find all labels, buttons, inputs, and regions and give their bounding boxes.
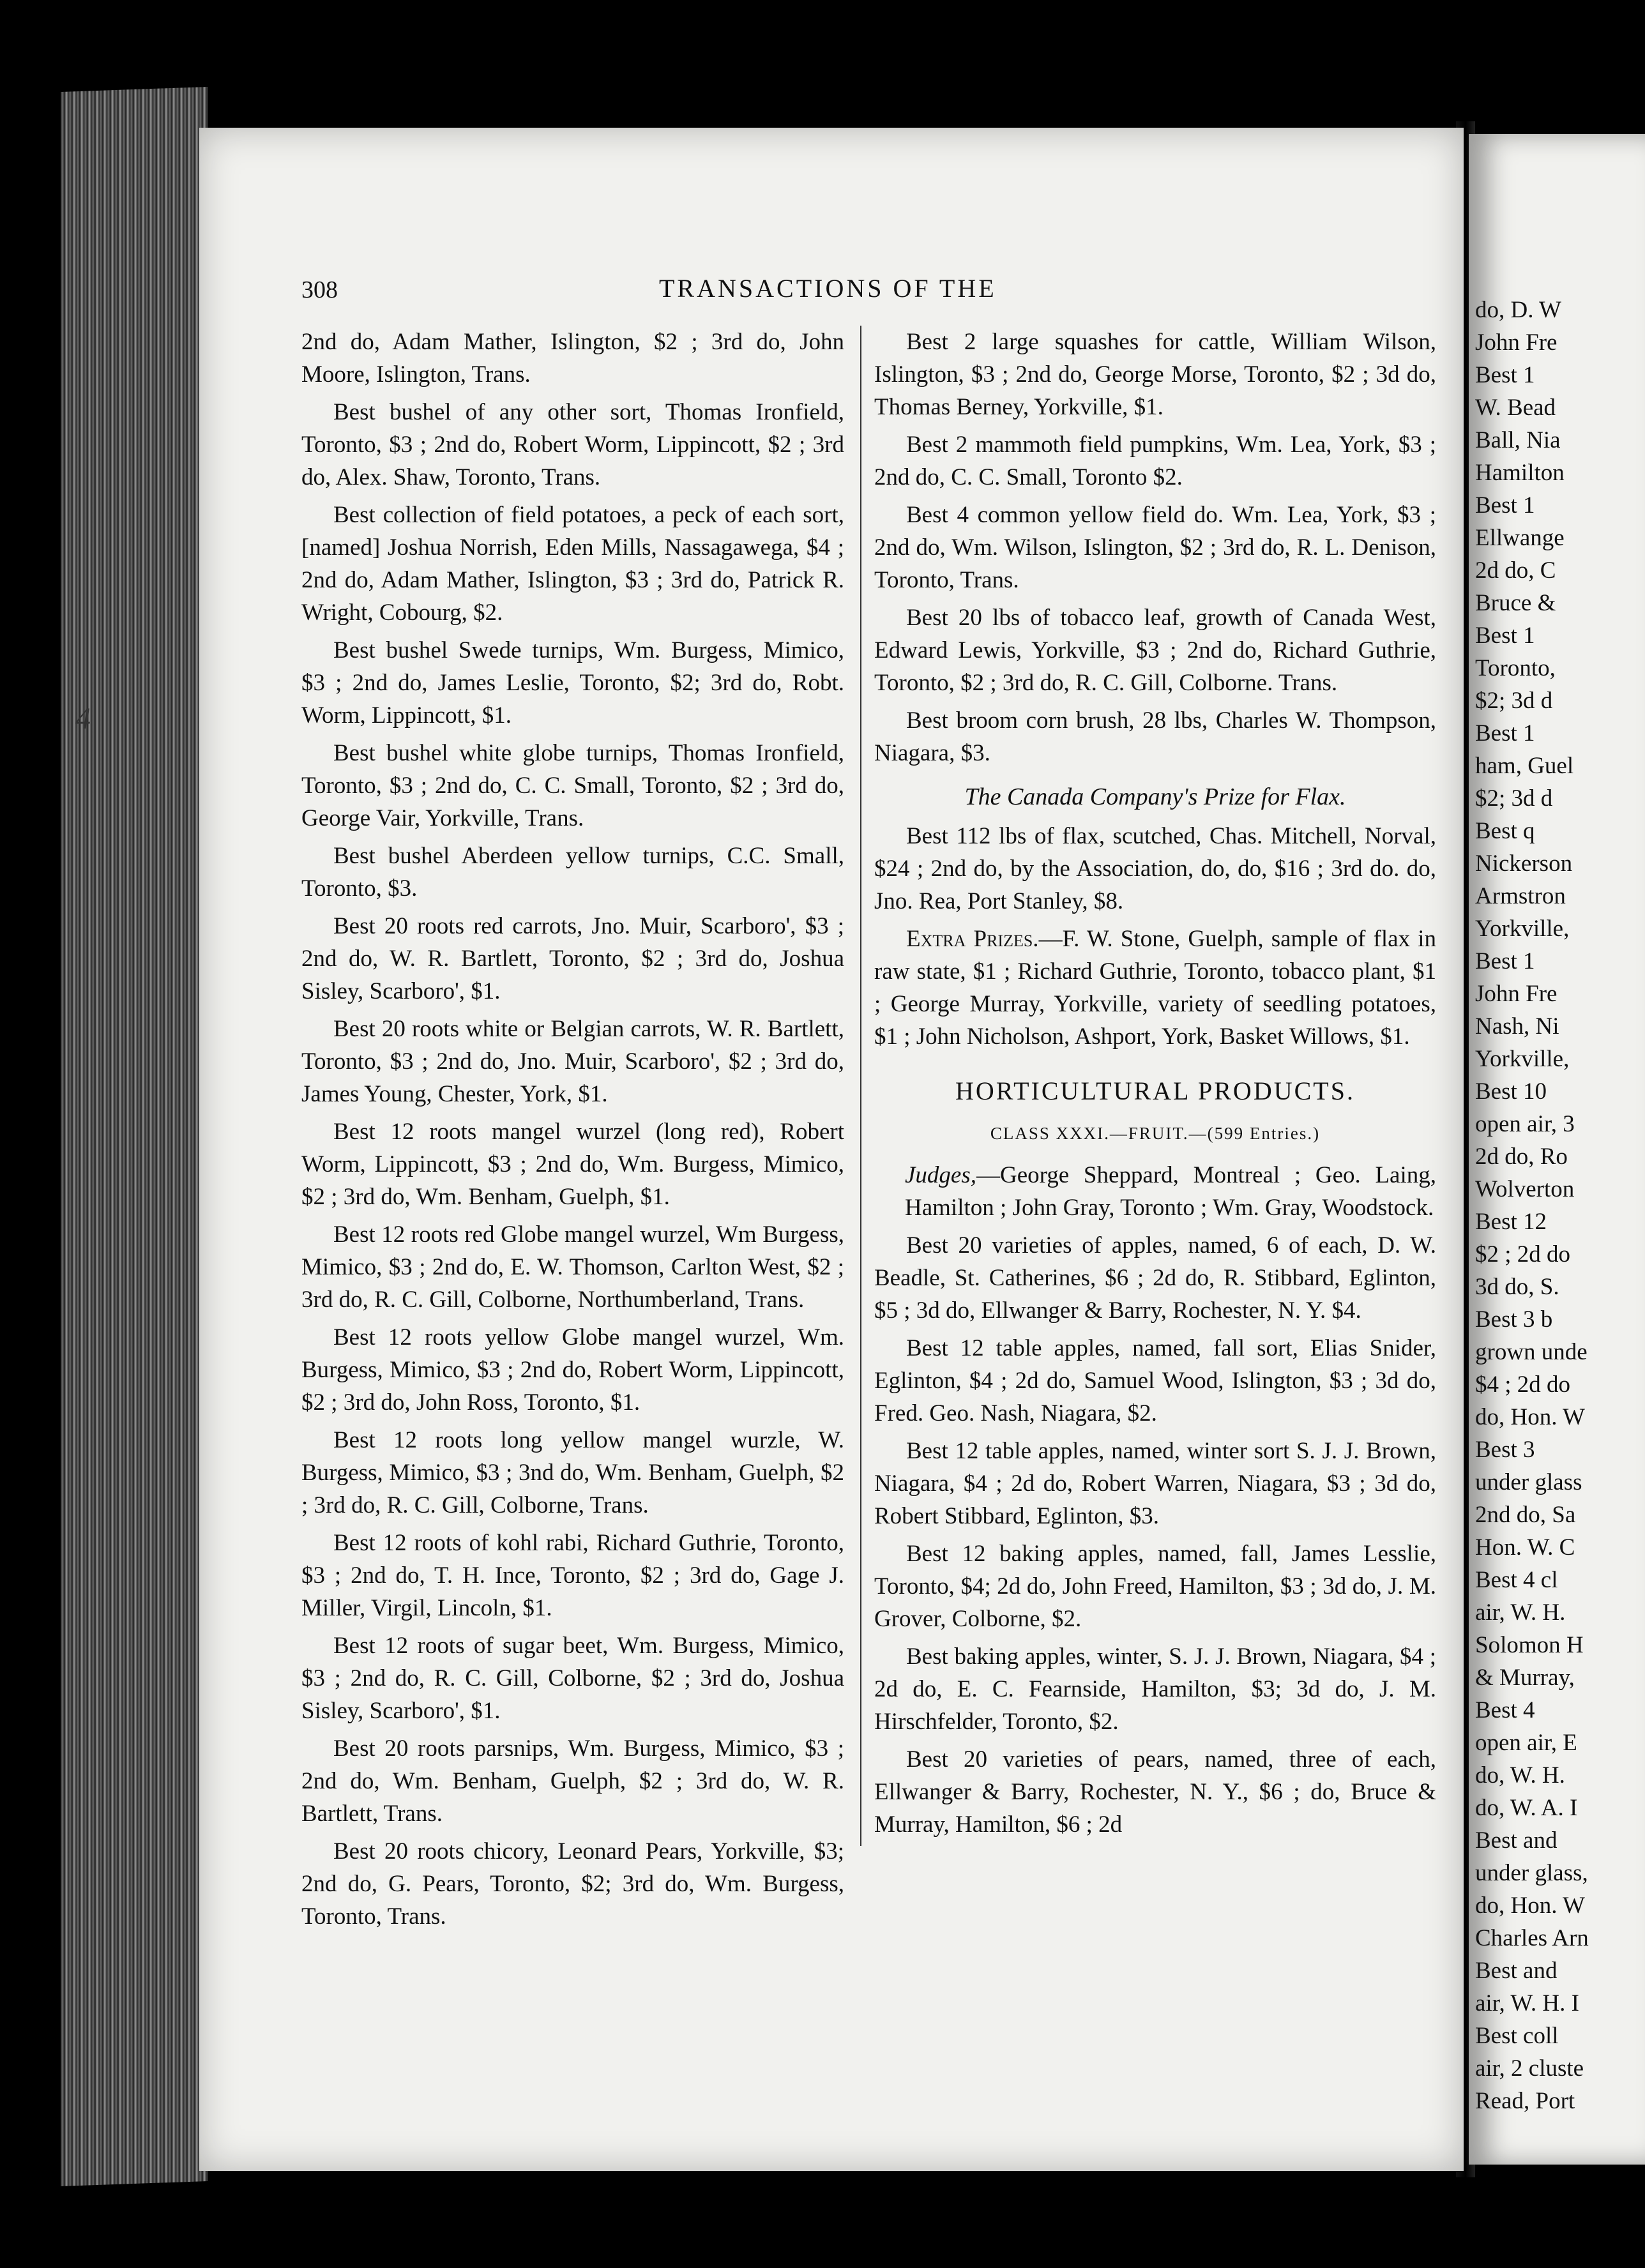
- extra-prizes-label: Extra Prizes.: [906, 926, 1039, 952]
- right-page-line: 3d do, S.: [1475, 1274, 1559, 1300]
- right-page-line: John Fre: [1475, 981, 1558, 1007]
- fruit-prize-entry: Best 12 table apples, named, winter sort S. J. J. Brown, Niagara, $4 ; 2d do, Robert Warren, Niagara, $3 ; 3d do, Robert Stibbard, Eglinton, $3.: [874, 1438, 1436, 1529]
- fruit-prize-entry: Best 12 table apples, named, fall sort, Elias Snider, Eglinton, $4 ; 2d do, Samuel Wood, Islington, $3 ; 3d do, Fred. Geo. Nash, Niagara, $2.: [874, 1335, 1436, 1426]
- judges-line: [874, 1159, 1436, 1224]
- prize-entry: 2nd do, Adam Mather, Islington, $2 ; 3rd do, John Moore, Islington, Trans.: [301, 329, 844, 388]
- right-page-line: 2d do, Ro: [1475, 1144, 1568, 1170]
- right-page-line: Hon. W. C: [1475, 1534, 1575, 1561]
- right-page-line: Best 3: [1475, 1437, 1535, 1463]
- prize-entry: Best bushel of any other sort, Thomas Ironfield, Toronto, $3 ; 2nd do, Robert Worm, Lippincott, $2 ; 3rd do, Alex. Shaw, Toronto, Trans.: [301, 399, 844, 490]
- right-page-line: Best 3 b: [1475, 1306, 1553, 1333]
- prize-entry: Best broom corn brush, 28 lbs, Charles W. Thompson, Niagara, $3.: [874, 707, 1436, 766]
- right-page-line: do, Hon. W: [1475, 1893, 1585, 1919]
- left-column: [301, 326, 844, 1938]
- right-page-line: $2; 3d d: [1475, 785, 1553, 812]
- right-page-line: Best 4 cl: [1475, 1567, 1558, 1593]
- right-page-line: Yorkville,: [1475, 916, 1570, 942]
- prize-entry: Best collection of field potatoes, a peck of each sort, [named] Joshua Norrish, Eden Mills, Nassagawega, $4 ; 2nd do, Adam Mather, Islington, $3 ; 3rd do, Patrick R. Wright, Cobourg, $2.: [301, 502, 844, 626]
- prize-entry: Best 12 roots yellow Globe mangel wurzel, Wm. Burgess, Mimico, $3 ; 2nd do, Robert Worm, Lippincott, $2 ; 3rd do, John Ross, Toronto, $1.: [301, 1324, 844, 1416]
- prize-entry: Best 4 common yellow field do. Wm. Lea, York, $3 ; 2nd do, Wm. Wilson, Islington, $2 ; 3rd do, R. L. Denison, Toronto, Trans.: [874, 502, 1436, 593]
- right-page-line: Best 1: [1475, 948, 1535, 974]
- right-page-line: Solomon H: [1475, 1632, 1584, 1658]
- extra-prizes: [874, 923, 1436, 1053]
- prize-entry: Best bushel Aberdeen yellow turnips, C.C. Small, Toronto, $3.: [301, 843, 844, 902]
- prize-entry: Best 12 roots long yellow mangel wurzle, W. Burgess, Mimico, $3 ; 3nd do, Wm. Benham, Guelph, $2 ; 3rd do, R. C. Gill, Colborne, Trans.: [301, 1427, 844, 1518]
- right-page-line: Best 12: [1475, 1209, 1547, 1235]
- right-page-line: Toronto,: [1475, 655, 1556, 681]
- margin-pencil-mark: 4: [75, 702, 91, 736]
- fruit-prize-entry: Best 20 varieties of pears, named, three of each, Ellwanger & Barry, Rochester, N. Y., $6 ; do, Bruce & Murray, Hamilton, $6 ; 2d: [874, 1746, 1436, 1838]
- right-page-line: Charles Arn: [1475, 1925, 1589, 1951]
- judges-label: Judges,: [905, 1162, 976, 1188]
- prize-entry: Best 20 roots white or Belgian carrots, W. R. Bartlett, Toronto, $3 ; 2nd do, Jno. Muir, Scarboro', $2 ; 3rd do, James Young, Chester, York, $1.: [301, 1016, 844, 1107]
- middle-column: [860, 326, 1436, 1846]
- extra-prizes-text: —F. W. Stone, Guelph, sample of flax in raw state, $1 ; Richard Guthrie, Toronto, tobacco plant, $1 ; George Murray, Yorkville, variety of seedling potatoes, $1 ; John Nicholson, Ashport, York, Basket Willows, $1.: [874, 926, 1436, 1050]
- fruit-prize-entry: Best 12 baking apples, named, fall, James Lesslie, Toronto, $4; 2d do, John Freed, Hamilton, $3 ; 3d do, J. M. Grover, Colborne, $2.: [874, 1541, 1436, 1632]
- right-page-line: Bruce &: [1475, 590, 1556, 616]
- prize-entry: Best 12 roots mangel wurzel (long red), Robert Worm, Lippincott, $3 ; 2nd do, Wm. Burgess, Mimico, $2 ; 3rd do, Wm. Benham, Guelph, $1.: [301, 1119, 844, 1210]
- class-line: CLASS XXXI.—FRUIT.—(599 Entries.): [990, 1124, 1321, 1143]
- right-page-line: Best 1: [1475, 720, 1535, 746]
- left-page: [199, 128, 1464, 2171]
- right-page-line: air, W. H.: [1475, 1599, 1566, 1626]
- running-head: TRANSACTIONS OF THE: [659, 274, 997, 303]
- right-page-line: do, W. A. I: [1475, 1795, 1578, 1821]
- prize-entry: Best 20 lbs of tobacco leaf, growth of Canada West, Edward Lewis, Yorkville, $3 ; 2nd do, Richard Guthrie, Toronto, $2 ; 3rd do, R. C. Gill, Colborne. Trans.: [874, 605, 1436, 696]
- right-page-line: Armstron: [1475, 883, 1566, 909]
- right-page-line: under glass,: [1475, 1860, 1588, 1886]
- right-page-line: Best and: [1475, 1958, 1558, 1984]
- right-page-line: Best q: [1475, 818, 1535, 844]
- right-page-line: air, W. H. I: [1475, 1990, 1579, 2016]
- section-heading: HORTICULTURAL PRODUCTS.: [955, 1077, 1355, 1105]
- right-page-line: Best 4: [1475, 1697, 1535, 1723]
- right-page-line: do, W. H.: [1475, 1762, 1565, 1788]
- flax-entry: Best 112 lbs of flax, scutched, Chas. Mitchell, Norval, $24 ; 2nd do, by the Association, do, do, $16 ; 3rd do. do, Jno. Rea, Port Stanley, $8.: [874, 823, 1436, 914]
- right-page-line: Nickerson: [1475, 850, 1573, 877]
- right-page-line: Nash, Ni: [1475, 1013, 1559, 1040]
- fruit-prize-entry: Best baking apples, winter, S. J. J. Brown, Niagara, $4 ; 2d do, E. C. Fearnside, Hamilton, $3; 3d do, J. M. Hirschfelder, Toronto, $2.: [874, 1644, 1436, 1735]
- right-page-line: 2d do, C: [1475, 557, 1556, 584]
- right-page-line: Wolverton: [1475, 1176, 1575, 1202]
- right-page-line: John Fre: [1475, 329, 1558, 356]
- right-page-line: Best 1: [1475, 623, 1535, 649]
- right-page-line: Best 1: [1475, 362, 1535, 388]
- right-page-line: Best and: [1475, 1827, 1558, 1854]
- right-page-line: air, 2 cluste: [1475, 2055, 1584, 2082]
- prize-entry: Best bushel Swede turnips, Wm. Burgess, Mimico, $3 ; 2nd do, James Leslie, Toronto, $2; 3rd do, Robt. Worm, Lippincott, $1.: [301, 637, 844, 729]
- prize-entry: Best 2 mammoth field pumpkins, Wm. Lea, York, $3 ; 2nd do, C. C. Small, Toronto $2.: [874, 432, 1436, 490]
- right-page-line: Ball, Nia: [1475, 427, 1561, 453]
- right-page-line: $2 ; 2d do: [1475, 1241, 1571, 1267]
- right-page-line: Best coll: [1475, 2023, 1559, 2049]
- prize-entry: Best 12 roots red Globe mangel wurzel, Wm Burgess, Mimico, $3 ; 2nd do, E. W. Thomson, Carlton West, $2 ; 3rd do, R. C. Gill, Colborne, Northumberland, Trans.: [301, 1221, 844, 1313]
- page-number: 308: [301, 276, 338, 303]
- right-page-line: Yorkville,: [1475, 1046, 1570, 1072]
- right-page-line: Ellwange: [1475, 525, 1565, 551]
- right-page-line: do, D. W: [1475, 297, 1561, 323]
- prize-entry: Best 20 roots chicory, Leonard Pears, Yorkville, $3; 2nd do, G. Pears, Toronto, $2; 3rd do, Wm. Burgess, Toronto, Trans.: [301, 1838, 844, 1930]
- right-page-line: $4 ; 2d do: [1475, 1372, 1571, 1398]
- fruit-prize-entry: Best 20 varieties of apples, named, 6 of each, D. W. Beadle, St. Catherines, $6 ; 2d do, R. Stibbard, Eglinton, $5 ; 3d do, Ellwanger & Barry, Rochester, N. Y. $4.: [874, 1232, 1436, 1324]
- right-page-line: Read, Port: [1475, 2088, 1575, 2114]
- right-page-line: ham, Guel: [1475, 753, 1574, 779]
- prize-entry: Best 12 roots of kohl rabi, Richard Guthrie, Toronto, $3 ; 2nd do, T. H. Ince, Toronto, $2 ; 3rd do, Gage J. Miller, Virgil, Lincoln, $1.: [301, 1530, 844, 1621]
- right-page-line: open air, 3: [1475, 1111, 1575, 1137]
- right-page-line: $2; 3d d: [1475, 688, 1553, 714]
- right-page-line: Best 1: [1475, 492, 1535, 518]
- right-page-lines: [1475, 294, 1589, 2117]
- right-page-line: W. Bead: [1475, 395, 1556, 421]
- prize-entry: Best bushel white globe turnips, Thomas Ironfield, Toronto, $3 ; 2nd do, C. C. Small, Toronto, $2 ; 3rd do, George Vair, Yorkville, Trans.: [301, 740, 844, 831]
- flax-prize-heading: The Canada Company's Prize for Flax.: [964, 783, 1346, 810]
- right-page-line: Best 10: [1475, 1078, 1547, 1105]
- book-spine-edge: [61, 87, 208, 2186]
- prize-entry: Best 12 roots of sugar beet, Wm. Burgess, Mimico, $3 ; 2nd do, R. C. Gill, Colborne, $2 ; 3rd do, Joshua Sisley, Scarboro', $1.: [301, 1633, 844, 1724]
- prize-entry: Best 2 large squashes for cattle, William Wilson, Islington, $3 ; 2nd do, George Morse, Toronto, $2 ; 3d do, Thomas Berney, Yorkville, $1.: [874, 329, 1436, 420]
- right-page-line: do, Hon. W: [1475, 1404, 1585, 1430]
- right-page-line: open air, E: [1475, 1730, 1577, 1756]
- prize-entry: Best 20 roots red carrots, Jno. Muir, Scarboro', $3 ; 2nd do, W. R. Bartlett, Toronto, $2 ; 3rd do, Joshua Sisley, Scarboro', $1.: [301, 913, 844, 1004]
- right-page-line: 2nd do, Sa: [1475, 1502, 1576, 1528]
- right-page-fragment: [1469, 134, 1645, 2165]
- right-page-line: & Murray,: [1475, 1665, 1575, 1691]
- right-page-line: under glass: [1475, 1469, 1582, 1495]
- prize-entry: Best 20 roots parsnips, Wm. Burgess, Mimico, $3 ; 2nd do, Wm. Benham, Guelph, $2 ; 3rd do, W. R. Bartlett, Trans.: [301, 1735, 844, 1827]
- right-page-line: Hamilton: [1475, 460, 1565, 486]
- right-page-line: grown unde: [1475, 1339, 1588, 1365]
- judges-text: —George Sheppard, Montreal ; Geo. Laing, Hamilton ; John Gray, Toronto ; Wm. Gray, Woodstock.: [905, 1162, 1436, 1221]
